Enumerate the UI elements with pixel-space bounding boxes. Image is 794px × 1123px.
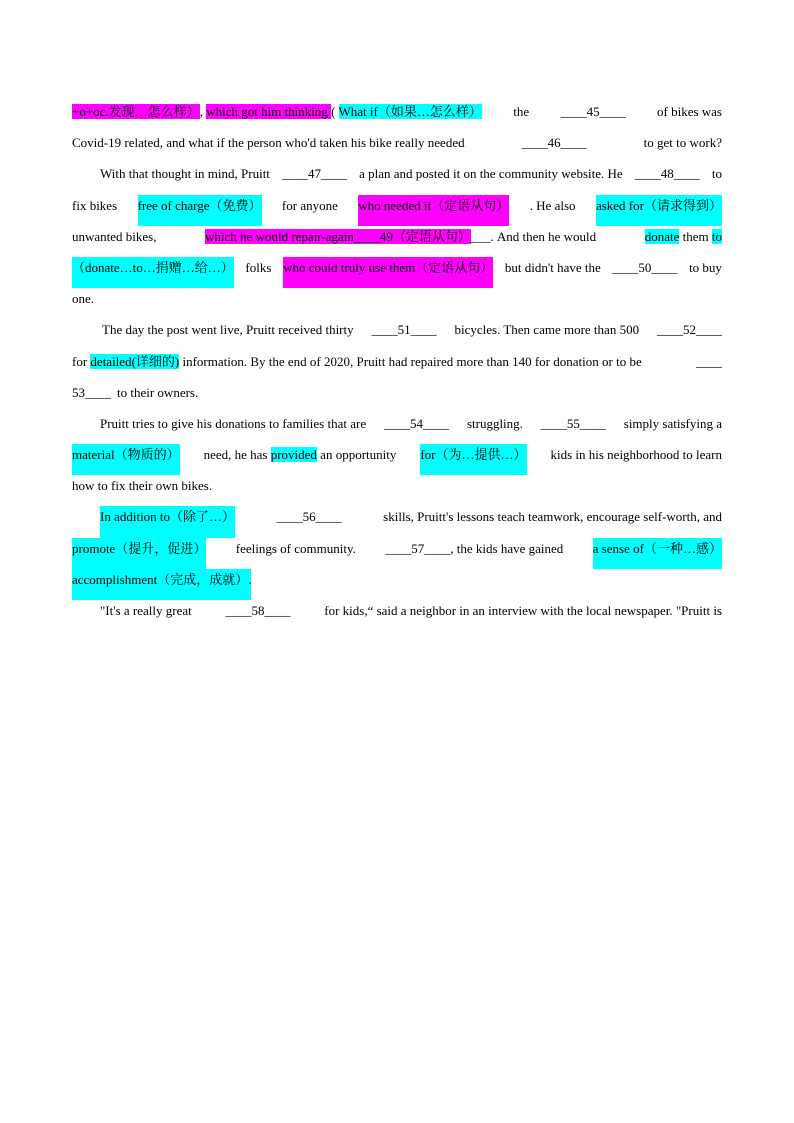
blank-54[interactable]: ____54____ <box>384 415 450 431</box>
passage-line-17 <box>72 600 722 631</box>
text-run: struggling. <box>466 415 523 431</box>
passage-line-5 <box>72 226 722 257</box>
text-run: The day the post went live, Pruitt received thirty <box>102 322 354 338</box>
text-run: of bikes was <box>657 104 722 119</box>
highlight-cyan: What if（如果…怎么样） <box>338 104 482 119</box>
text-run: , the kids have gained <box>450 540 564 556</box>
text-run: ___. And then he would <box>470 228 597 244</box>
blank-49[interactable]: ____49（定语从句） <box>353 228 471 244</box>
text-run: kids in his neighborhood to learn <box>550 447 722 463</box>
text-run: one. <box>72 291 95 307</box>
text-run: Covid-19 related, and what if the person who'd taken his bike really needed <box>72 135 465 151</box>
text-run: folks <box>245 259 272 275</box>
blank-55[interactable]: ____55____ <box>540 415 606 431</box>
text-run: to their owners. <box>117 384 199 400</box>
highlight-cyan: for（为…提供…） <box>420 444 526 475</box>
highlight-cyan: asked for（请求得到） <box>596 195 722 226</box>
highlight-cyan: （donate…to…捐赠…给…） <box>72 257 234 288</box>
text-run: fix bikes <box>72 197 118 213</box>
text-run: to get to work? <box>643 135 722 151</box>
blank-57[interactable]: ____57____ <box>385 540 451 556</box>
text-run: for <box>72 353 88 369</box>
highlight-cyan: accomplishment（完成，成就）. <box>72 569 251 600</box>
blank-45[interactable]: ____45____ <box>560 104 626 119</box>
passage-line-9 <box>72 351 722 382</box>
blank-56[interactable]: ____56____ <box>276 509 342 525</box>
highlight-cyan: provided <box>270 447 317 463</box>
highlight-cyan: In addition to（除了…） <box>100 506 235 537</box>
blank-48[interactable]: ____48____ <box>634 166 700 182</box>
highlight-cyan: a sense of（一种…感） <box>593 538 722 569</box>
passage-line-14 <box>72 506 722 537</box>
text-run: Pruitt tries to give his donations to families that are <box>100 415 367 431</box>
blank-46[interactable]: ____46____ <box>521 135 587 151</box>
blank-50[interactable]: ____50____ <box>612 259 678 275</box>
highlight-magenta: which got him thinking <box>206 104 332 119</box>
blank-52[interactable]: ____52____ <box>657 322 722 338</box>
highlight-cyan: free of charge（免费） <box>138 195 262 226</box>
text-run: unwanted bikes, <box>72 228 157 244</box>
passage-line-3 <box>72 163 722 194</box>
passage-line-15 <box>72 538 722 569</box>
text-run: , <box>199 104 207 119</box>
passage-line-11 <box>72 413 722 444</box>
highlight-cyan: donate <box>644 228 680 244</box>
highlight-magenta: +o+oc.发现…怎么样） <box>72 104 200 119</box>
highlight-magenta: who needed it（定语从句） <box>358 195 509 226</box>
text-run: a plan and posted it on the community website. He <box>359 166 623 182</box>
blank-58[interactable]: ____58____ <box>225 603 291 618</box>
text-run: to buy <box>689 259 722 275</box>
text-run: simply satisfying a <box>623 415 722 431</box>
highlight-magenta: who could truly use them（定语从句） <box>283 257 493 288</box>
passage-line-10 <box>72 382 722 413</box>
text-run: an opportunity <box>320 447 397 463</box>
passage-line-2 <box>72 132 722 163</box>
text-run: With that thought in mind, Pruitt <box>100 166 270 182</box>
passage-line-12 <box>72 444 722 475</box>
text-run: "It's a really great <box>100 603 192 618</box>
blank-47[interactable]: ____47____ <box>282 166 348 182</box>
highlight-cyan: detailed(详细的) <box>90 353 180 369</box>
text-run: them <box>682 228 709 244</box>
text-run: skills, Pruitt's lessons teach teamwork, encourage self-worth, and <box>383 509 722 525</box>
highlight-cyan: promote（提升，促进） <box>72 538 206 569</box>
text-run: the <box>513 104 530 119</box>
blank-53-end[interactable]: 53____ <box>72 384 111 400</box>
text-run: how to fix their own bikes. <box>72 478 213 494</box>
passage-line-4 <box>72 195 722 226</box>
text-run: information. By the end of 2020, Pruitt had repaired more than 140 for donation or to be <box>182 353 642 369</box>
text-run: . He also <box>529 197 576 213</box>
passage-line-6 <box>72 257 722 288</box>
passage-line-16 <box>72 569 722 600</box>
blank-51[interactable]: ____51____ <box>371 322 437 338</box>
text-run: bicycles. Then came more than 500 <box>454 322 640 338</box>
text-run: for kids,“ said a neighbor in an interview with the local newspaper. "Pruitt is <box>324 603 722 618</box>
highlight-cyan: to <box>711 228 722 244</box>
text-run: for anyone <box>281 197 338 213</box>
passage-line-8 <box>72 319 722 350</box>
text-run: ( <box>331 104 339 119</box>
text-run: feelings of community. <box>235 540 356 556</box>
text-run: but didn't have the <box>504 259 601 275</box>
highlight-cyan: material（物质的） <box>72 444 180 475</box>
passage-line-13 <box>72 475 722 506</box>
text-run: to <box>711 166 722 182</box>
passage-line-7 <box>72 288 722 319</box>
blank-53-start[interactable]: ____ <box>696 353 722 369</box>
passage-line-1 <box>72 101 722 132</box>
cloze-passage <box>72 101 722 631</box>
highlight-magenta: which he would repair-again <box>205 228 354 244</box>
text-run: need, he has <box>203 447 268 463</box>
